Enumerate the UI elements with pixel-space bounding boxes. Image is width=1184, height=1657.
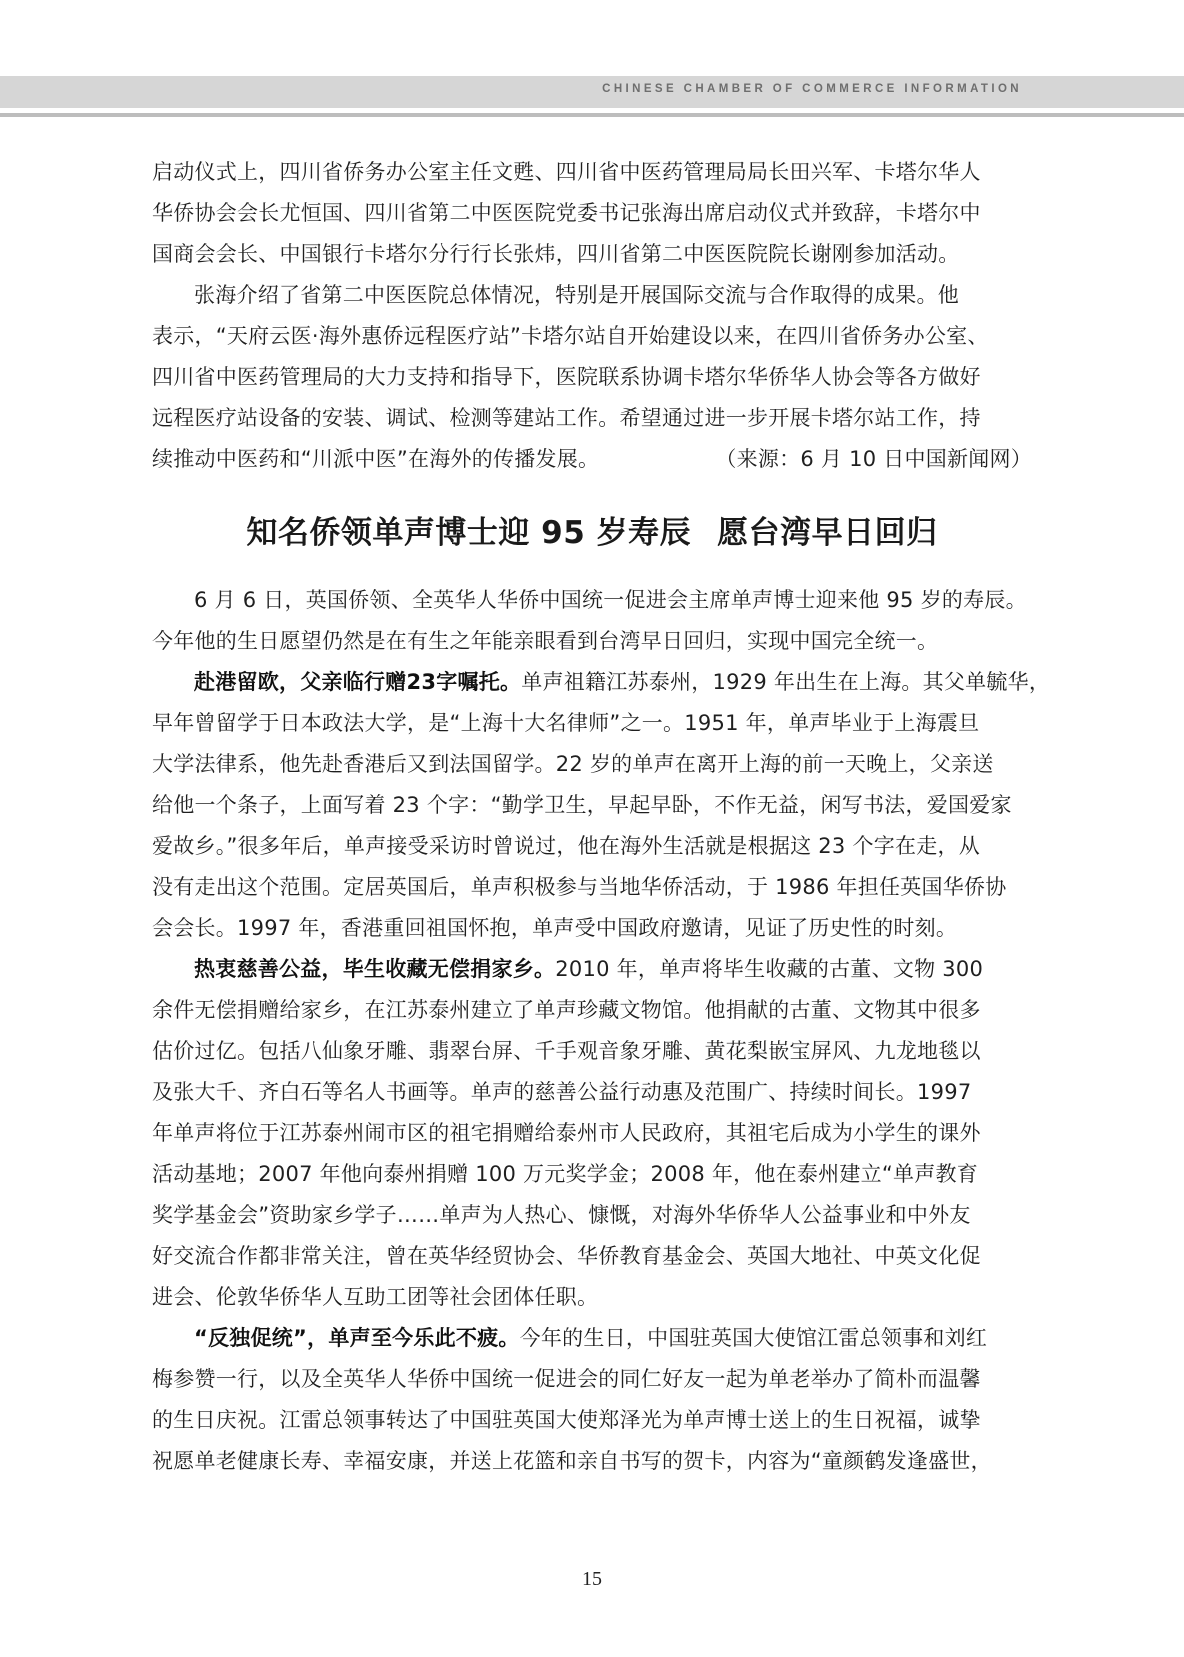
text-line: 四川省中医药管理局的大力支持和指导下，医院联系协调卡塔尔华侨华人协会等各方做好 <box>152 365 981 389</box>
text-line <box>152 949 1032 990</box>
text-line: 启动仪式上，四川省侨务办公室主任文甦、四川省中医药管理局局长田兴军、卡塔尔华人 <box>152 160 981 184</box>
text-line: 表示，“天府云医·海外惠侨远程医疗站”卡塔尔站自开始建设以来，在四川省侨务办公室、 <box>152 324 989 348</box>
text-run: 单声祖籍江苏泰州，1929 年出生在上海。其父单毓华， <box>521 670 1051 694</box>
text-line: 6 月 6 日，英国侨领、全英华人华侨中国统一促进会主席单声博士迎来他 95 岁的寿辰。 <box>194 588 1027 612</box>
text-line: 估价过亿。包括八仙象牙雕、翡翠台屏、千手观音象牙雕、黄花梨嵌宝屏风、九龙地毯以 <box>152 1039 981 1063</box>
text-line: 祝愿单老健康长寿、幸福安康，并送上花篮和亲自书写的贺卡，内容为“童颜鹤发逢盛世， <box>152 1449 992 1473</box>
text-line: 远程医疗站设备的安装、调试、检测等建站工作。希望通过进一步开展卡塔尔站工作，持 <box>152 406 981 430</box>
text-line: 的生日庆祝。江雷总领事转达了中国驻英国大使郑泽光为单声博士送上的生日祝福，诚挚 <box>152 1408 981 1432</box>
header-rule <box>0 113 1184 117</box>
text-line: 年单声将位于江苏泰州闹市区的祖宅捐赠给泰州市人民政府，其祖宅后成为小学生的课外 <box>152 1121 981 1145</box>
text-line: 续推动中医药和“川派中医”在海外的传播发展。 <box>152 447 600 471</box>
text-line: 大学法律系，他先赴香港后又到法国留学。22 岁的单声在离开上海的前一天晚上，父亲送 <box>152 752 994 776</box>
article-body <box>152 580 1051 1482</box>
text-line: 国商会会长、中国银行卡塔尔分行行长张炜，四川省第二中医医院院长谢刚参加活动。 <box>152 242 960 266</box>
source-citation: （来源：6 月 10 日中国新闻网） <box>715 447 1032 471</box>
text-line: 早年曾留学于日本政法大学，是“上海十大名律师”之一。1951 年，单声毕业于上海震旦 <box>152 711 980 735</box>
text-line: 余件无偿捐赠给家乡，在江苏泰州建立了单声珍藏文物馆。他捐献的古董、文物其中很多 <box>152 998 981 1022</box>
page-number: 15 <box>582 1568 602 1590</box>
text-line <box>152 1318 1032 1359</box>
previous-article-tail <box>152 152 1032 480</box>
text-line: 好交流合作都非常关注，曾在英华经贸协会、华侨教育基金会、英国大地社、中英文化促 <box>152 1244 981 1268</box>
text-line: 给他一个条子，上面写着 23 个字：“勤学卫生，早起早卧，不作无益，闲写书法，爱国爱家 <box>152 793 1012 817</box>
text-line: 爱故乡。”很多年后，单声接受采访时曾说过，他在海外生活就是根据这 23 个字在走，从 <box>152 834 980 858</box>
section-lead: 热衷慈善公益，毕生收藏无偿捐家乡。 <box>194 957 556 981</box>
text-line: 会会长。1997 年，香港重回祖国怀抱，单声受中国政府邀请，见证了历史性的时刻。 <box>152 916 958 940</box>
text-run: 2010 年，单声将毕生收藏的古董、文物 300 <box>555 957 984 981</box>
running-header-title: CHINESE CHAMBER OF COMMERCE INFORMATION <box>602 83 1022 95</box>
article-title-secondary: 愿台湾早日回归 <box>717 515 938 551</box>
text-line: 华侨协会会长尤恒国、四川省第二中医医院党委书记张海出席启动仪式并致辞，卡塔尔中 <box>152 201 981 225</box>
text-line <box>152 662 1051 703</box>
text-run: 今年的生日，中国驻英国大使馆江雷总领事和刘红 <box>519 1326 988 1350</box>
article-title <box>152 511 1032 555</box>
section-lead: 赴港留欧，父亲临行赠23字嘱托。 <box>194 670 522 694</box>
text-line: 没有走出这个范围。定居英国后，单声积极参与当地华侨活动，于 1986 年担任英国华侨协 <box>152 875 1007 899</box>
text-line: 活动基地；2007 年他向泰州捐赠 100 万元奖学金；2008 年，他在泰州建立“单声教育 <box>152 1162 979 1186</box>
section-lead: “反独促统”，单声至今乐此不疲。 <box>194 1326 520 1350</box>
text-line: 张海介绍了省第二中医医院总体情况，特别是开展国际交流与合作取得的成果。他 <box>194 283 959 307</box>
text-line: 进会、伦敦华侨华人互助工团等社会团体任职。 <box>152 1285 599 1309</box>
text-line: 及张大千、齐白石等名人书画等。单声的慈善公益行动惠及范围广、持续时间长。1997 <box>152 1080 972 1104</box>
text-line: 梅参赞一行，以及全英华人华侨中国统一促进会的同仁好友一起为单老举办了简朴而温馨 <box>152 1367 981 1391</box>
running-header-band <box>0 76 1184 108</box>
text-line: 奖学基金会”资助家乡学子……单声为人热心、慷慨，对海外华侨华人公益事业和中外友 <box>152 1203 971 1227</box>
page-content <box>152 152 1051 1482</box>
text-line-with-source <box>152 439 1032 480</box>
text-line: 今年他的生日愿望仍然是在有生之年能亲眼看到台湾早日回归，实现中国完全统一。 <box>152 629 939 653</box>
article-title-main: 知名侨领单声博士迎 95 岁寿辰 <box>246 515 692 551</box>
